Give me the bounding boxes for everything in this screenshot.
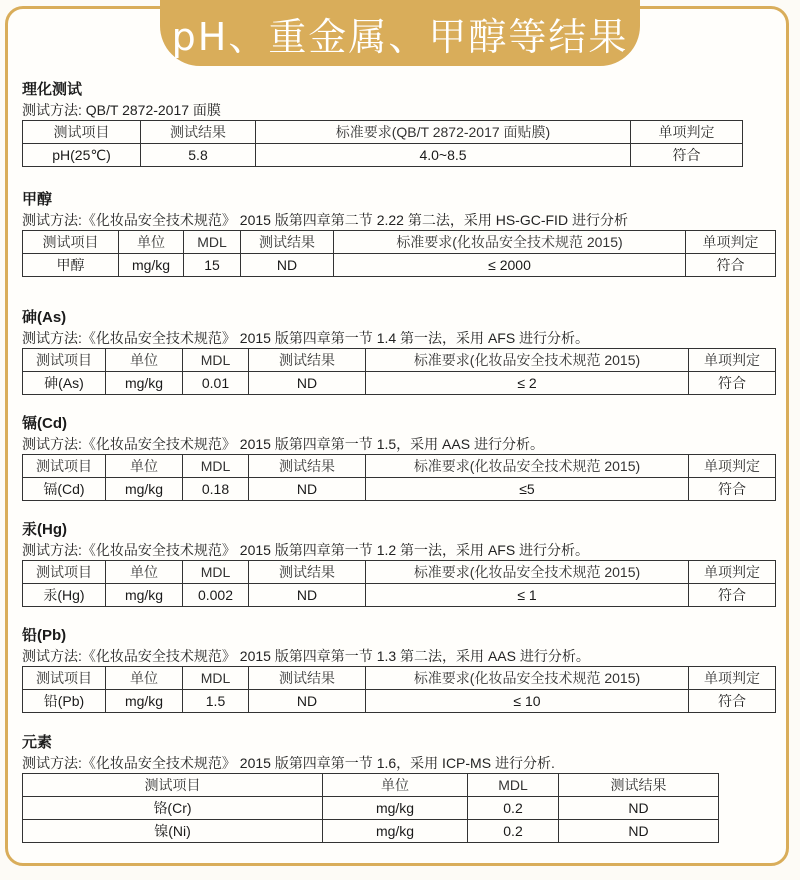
column-header: 测试结果 <box>559 774 719 797</box>
table-cell: mg/kg <box>106 690 183 713</box>
table-cell: ND <box>241 254 334 277</box>
table-cell: mg/kg <box>323 797 468 820</box>
table-row <box>23 478 776 501</box>
table-header-row <box>23 667 776 690</box>
table-header-row <box>23 231 776 254</box>
column-header: 单位 <box>323 774 468 797</box>
section-heading: 砷(As) <box>22 309 67 326</box>
table-row <box>23 144 743 167</box>
column-header: 标准要求(化妆品安全技术规范 2015) <box>366 349 689 372</box>
table-row <box>23 372 776 395</box>
test-method: 测试方法:《化妆品安全技术规范》 2015 版第四章第一节 1.2 第一法，采用 AFS 进行分析。 <box>22 542 590 558</box>
table-cell: mg/kg <box>106 372 183 395</box>
table-cell: 符合 <box>689 478 776 501</box>
table-cell: ND <box>559 797 719 820</box>
table-cell: 15 <box>184 254 241 277</box>
test-method: 测试方法:《化妆品安全技术规范》 2015 版第四章第一节 1.5，采用 AAS 进行分析。 <box>22 436 544 452</box>
column-header: 测试项目 <box>23 349 106 372</box>
column-header: 标准要求(化妆品安全技术规范 2015) <box>366 667 689 690</box>
table-cell: 0.01 <box>183 372 249 395</box>
column-header: 单项判定 <box>686 231 776 254</box>
results-table <box>22 666 776 713</box>
test-method: 测试方法:《化妆品安全技术规范》 2015 版第四章第二节 2.22 第二法，采用 HS-GC-FID 进行分析 <box>22 212 628 228</box>
section-heading: 甲醇 <box>22 191 53 208</box>
test-method: 测试方法:《化妆品安全技术规范》 2015 版第四章第一节 1.3 第二法，采用 AAS 进行分析。 <box>22 648 590 664</box>
table-cell: 汞(Hg) <box>23 584 106 607</box>
section-physchem <box>22 80 743 167</box>
table-row <box>23 254 776 277</box>
column-header: 单项判定 <box>689 455 776 478</box>
section-arsenic <box>22 308 776 395</box>
table-cell: 符合 <box>689 690 776 713</box>
column-header: 测试项目 <box>23 121 141 144</box>
column-header: 单项判定 <box>631 121 743 144</box>
column-header: 测试项目 <box>23 667 106 690</box>
column-header: 单项判定 <box>689 561 776 584</box>
table-cell: mg/kg <box>119 254 184 277</box>
column-header: MDL <box>183 561 249 584</box>
column-header: 测试结果 <box>249 561 366 584</box>
column-header: MDL <box>468 774 559 797</box>
table-cell: 符合 <box>689 584 776 607</box>
results-table <box>22 454 776 501</box>
column-header: 单位 <box>119 231 184 254</box>
column-header: 测试结果 <box>241 231 334 254</box>
table-cell: 甲醇 <box>23 254 119 277</box>
table-cell: ≤ 1 <box>366 584 689 607</box>
column-header: 测试结果 <box>249 455 366 478</box>
table-row <box>23 690 776 713</box>
table-cell: ND <box>249 690 366 713</box>
column-header: MDL <box>183 455 249 478</box>
results-table <box>22 230 776 277</box>
column-header: 测试结果 <box>249 667 366 690</box>
column-header: MDL <box>183 667 249 690</box>
section-lead <box>22 626 776 713</box>
table-cell: ≤5 <box>366 478 689 501</box>
page-title: pH、重金属、甲醇等结果 <box>171 14 629 59</box>
section-heading: 理化测试 <box>22 81 83 98</box>
column-header: 标准要求(QB/T 2872-2017 面贴膜) <box>256 121 631 144</box>
table-cell: 5.8 <box>141 144 256 167</box>
section-heading: 元素 <box>22 734 53 751</box>
test-method: 测试方法:《化妆品安全技术规范》 2015 版第四章第一节 1.4 第一法，采用 AFS 进行分析。 <box>22 330 590 346</box>
results-table <box>22 773 719 843</box>
table-cell: 镍(Ni) <box>23 820 323 843</box>
column-header: 测试项目 <box>23 561 106 584</box>
column-header: 标准要求(化妆品安全技术规范 2015) <box>366 561 689 584</box>
title-banner <box>160 0 640 66</box>
column-header: 单项判定 <box>689 667 776 690</box>
section-elements <box>22 733 719 843</box>
column-header: 测试项目 <box>23 455 106 478</box>
table-cell: ≤ 10 <box>366 690 689 713</box>
table-header-row <box>23 774 719 797</box>
table-cell: 铬(Cr) <box>23 797 323 820</box>
table-cell: mg/kg <box>323 820 468 843</box>
table-cell: 0.18 <box>183 478 249 501</box>
column-header: 测试项目 <box>23 231 119 254</box>
section-heading: 汞(Hg) <box>22 521 67 538</box>
table-cell: 4.0~8.5 <box>256 144 631 167</box>
table-cell: ≤ 2000 <box>334 254 686 277</box>
table-header-row <box>23 121 743 144</box>
column-header: 单项判定 <box>689 349 776 372</box>
column-header: 标准要求(化妆品安全技术规范 2015) <box>334 231 686 254</box>
table-cell: 符合 <box>686 254 776 277</box>
table-row <box>23 584 776 607</box>
column-header: 测试结果 <box>141 121 256 144</box>
table-cell: 0.2 <box>468 797 559 820</box>
column-header: 标准要求(化妆品安全技术规范 2015) <box>366 455 689 478</box>
column-header: 测试项目 <box>23 774 323 797</box>
table-cell: mg/kg <box>106 584 183 607</box>
table-cell: 1.5 <box>183 690 249 713</box>
table-cell: ND <box>249 584 366 607</box>
column-header: MDL <box>183 349 249 372</box>
results-table <box>22 348 776 395</box>
table-cell: ND <box>249 478 366 501</box>
column-header: MDL <box>184 231 241 254</box>
results-table <box>22 560 776 607</box>
table-cell: pH(25℃) <box>23 144 141 167</box>
test-method: 测试方法:《化妆品安全技术规范》 2015 版第四章第一节 1.6，采用 ICP-MS 进行分析. <box>22 755 555 771</box>
section-cadmium <box>22 414 776 501</box>
table-cell: ND <box>559 820 719 843</box>
results-table <box>22 120 743 167</box>
table-cell: mg/kg <box>106 478 183 501</box>
table-cell: 砷(As) <box>23 372 106 395</box>
table-cell: ≤ 2 <box>366 372 689 395</box>
column-header: 单位 <box>106 349 183 372</box>
table-cell: 0.2 <box>468 820 559 843</box>
column-header: 单位 <box>106 455 183 478</box>
table-cell: 0.002 <box>183 584 249 607</box>
table-row <box>23 820 719 843</box>
table-header-row <box>23 349 776 372</box>
table-cell: 铅(Pb) <box>23 690 106 713</box>
section-heading: 镉(Cd) <box>22 415 67 432</box>
test-method: 测试方法: QB/T 2872-2017 面膜 <box>22 102 221 118</box>
section-heading: 铅(Pb) <box>22 627 67 644</box>
table-cell: 符合 <box>689 372 776 395</box>
section-mercury <box>22 520 776 607</box>
table-cell: 镉(Cd) <box>23 478 106 501</box>
table-row <box>23 797 719 820</box>
section-methanol <box>22 190 776 277</box>
table-cell: 符合 <box>631 144 743 167</box>
table-header-row <box>23 561 776 584</box>
column-header: 测试结果 <box>249 349 366 372</box>
table-header-row <box>23 455 776 478</box>
table-cell: ND <box>249 372 366 395</box>
column-header: 单位 <box>106 667 183 690</box>
column-header: 单位 <box>106 561 183 584</box>
